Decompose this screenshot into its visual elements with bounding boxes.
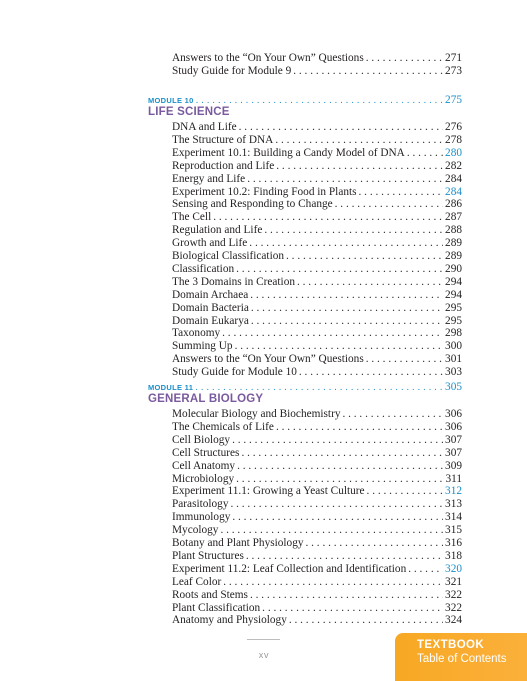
toc-entry-title: Biological Classification bbox=[172, 250, 285, 262]
toc-entry[interactable] bbox=[172, 65, 462, 78]
toc-entry-title: Study Guide for Module 10 bbox=[172, 366, 297, 379]
toc-entry[interactable] bbox=[172, 353, 462, 366]
toc-entry-page: 315 bbox=[445, 524, 462, 537]
dot-leader bbox=[264, 224, 443, 236]
dot-leader bbox=[220, 524, 443, 536]
toc-entry-title: Growth and Life bbox=[172, 237, 248, 250]
dot-leader bbox=[299, 366, 443, 378]
toc-entry-page: 284 bbox=[445, 172, 462, 185]
toc-entry-title: The 3 Domains in Creation bbox=[172, 275, 295, 288]
toc-entry[interactable] bbox=[172, 327, 462, 340]
textbook-toc-tab[interactable] bbox=[395, 633, 527, 681]
module-title-10: LIFE SCIENCE bbox=[148, 106, 230, 118]
toc-entry-title: Answers to the “On Your Own” Questions bbox=[172, 52, 364, 64]
page-number: xv bbox=[258, 650, 270, 660]
dot-leader bbox=[246, 550, 443, 562]
dot-leader bbox=[335, 198, 443, 210]
toc-entry-page: 298 bbox=[445, 327, 462, 340]
toc-entry-page: 289 bbox=[445, 237, 462, 250]
toc-entry-title: Classification bbox=[172, 262, 235, 275]
dot-leader bbox=[306, 537, 444, 549]
toc-entry-page: 320 bbox=[445, 562, 462, 575]
toc-entry-title: Microbiology bbox=[172, 472, 235, 485]
toc-entry-page: 312 bbox=[445, 485, 462, 498]
toc-entry-title: Answers to the “On Your Own” Questions bbox=[172, 353, 364, 366]
toc-entry-page: 287 bbox=[445, 211, 462, 224]
dot-leader bbox=[366, 52, 443, 64]
toc-entry-title: Plant Classification bbox=[172, 601, 261, 614]
toc-entry-title: Taxonomy bbox=[172, 327, 221, 340]
toc-entry-title: Mycology bbox=[172, 524, 219, 537]
toc-entry[interactable] bbox=[172, 498, 462, 511]
toc-entry-page: 284 bbox=[445, 185, 462, 198]
toc-entry[interactable] bbox=[172, 460, 462, 473]
toc-entry[interactable] bbox=[172, 537, 462, 550]
module-page: 275 bbox=[445, 94, 462, 106]
toc-entry-title: Summing Up bbox=[172, 340, 233, 353]
toc-entry-page: 314 bbox=[445, 511, 462, 524]
dot-leader bbox=[232, 434, 443, 446]
toc-entry[interactable] bbox=[172, 315, 462, 328]
toc-entry-page: 280 bbox=[445, 146, 462, 159]
toc-entry-title: Experiment 11.1: Growing a Yeast Culture bbox=[172, 485, 365, 498]
dot-leader bbox=[275, 134, 443, 146]
dot-leader bbox=[230, 498, 443, 510]
toc-entry-title: Anatomy and Physiology bbox=[172, 614, 287, 627]
toc-entry-page: 303 bbox=[445, 366, 462, 379]
toc-entry-title: Reproduction and Life bbox=[172, 159, 275, 172]
toc-entry-title: The Chemicals of Life bbox=[172, 420, 274, 433]
toc-entry[interactable] bbox=[172, 602, 462, 615]
toc-entry-page: 294 bbox=[445, 275, 462, 288]
toc-entry[interactable] bbox=[172, 198, 462, 211]
toc-entry-title: Energy and Life bbox=[172, 172, 246, 185]
module-page: 305 bbox=[445, 381, 462, 393]
dot-leader bbox=[286, 250, 443, 262]
toc-entry-page: 294 bbox=[445, 288, 462, 301]
module-label: MODULE 10 bbox=[148, 96, 194, 105]
toc-entry[interactable] bbox=[172, 434, 462, 447]
toc-entry[interactable] bbox=[172, 473, 462, 486]
toc-entry-page: 295 bbox=[445, 301, 462, 314]
toc-entry[interactable] bbox=[172, 263, 462, 276]
toc-entry[interactable] bbox=[172, 340, 462, 353]
toc-entry-page: 300 bbox=[445, 340, 462, 353]
toc-entry-title: Roots and Stems bbox=[172, 588, 248, 601]
toc-entry-page: 276 bbox=[445, 121, 462, 133]
toc-entry-title: The Structure of DNA bbox=[172, 133, 274, 146]
toc-entry-page: 295 bbox=[445, 314, 462, 327]
toc-entry[interactable] bbox=[172, 524, 462, 537]
dot-leader bbox=[289, 614, 443, 626]
toc-entry-page: 286 bbox=[445, 198, 462, 211]
toc-entry[interactable] bbox=[172, 408, 462, 421]
toc-entry[interactable] bbox=[172, 186, 462, 199]
dot-leader bbox=[236, 473, 443, 485]
toc-entry-page: 273 bbox=[445, 65, 462, 77]
toc-entry[interactable] bbox=[172, 289, 462, 302]
dot-leader bbox=[408, 563, 443, 575]
toc-entry-title: Parasitology bbox=[172, 498, 229, 511]
dot-leader bbox=[236, 263, 443, 275]
dot-leader bbox=[235, 340, 443, 352]
module-label: MODULE 11 bbox=[148, 383, 194, 392]
toc-entry[interactable] bbox=[172, 237, 462, 250]
toc-entry-page: 290 bbox=[445, 262, 462, 275]
toc-entry-title: Cell Biology bbox=[172, 433, 231, 446]
dot-leader bbox=[250, 289, 443, 301]
toc-entry-title: Cell Structures bbox=[172, 446, 240, 459]
dot-leader bbox=[195, 382, 443, 393]
toc-entry-title: Regulation and Life bbox=[172, 224, 263, 237]
dot-leader bbox=[276, 160, 443, 172]
toc-entry-title: Experiment 10.2: Finding Food in Plants bbox=[172, 185, 357, 198]
toc-entry-title: Domain Archaea bbox=[172, 288, 249, 301]
toc-entry-page: 306 bbox=[445, 420, 462, 433]
toc-entry[interactable] bbox=[172, 302, 462, 315]
toc-entry-page: 282 bbox=[445, 159, 462, 172]
dot-leader bbox=[239, 121, 443, 133]
footer-divider bbox=[247, 639, 280, 640]
toc-entry[interactable] bbox=[172, 250, 462, 263]
dot-leader bbox=[367, 485, 444, 497]
toc-entry-title: Cell Anatomy bbox=[172, 459, 236, 472]
dot-leader bbox=[359, 186, 444, 198]
toc-entry-page: 322 bbox=[445, 601, 462, 614]
toc-entry-title: Sensing and Responding to Change bbox=[172, 198, 333, 211]
toc-entry[interactable] bbox=[172, 614, 462, 627]
toc-entry[interactable] bbox=[172, 160, 462, 173]
toc-entry-page: 307 bbox=[445, 446, 462, 459]
toc-entry-page: 313 bbox=[445, 498, 462, 511]
toc-entry[interactable] bbox=[172, 211, 462, 224]
dot-leader bbox=[241, 447, 443, 459]
dot-leader bbox=[249, 237, 443, 249]
toc-entry[interactable] bbox=[172, 276, 462, 289]
toc-entry-page: 318 bbox=[445, 549, 462, 562]
dot-leader bbox=[222, 327, 443, 339]
toc-entry-page: 288 bbox=[445, 224, 462, 237]
toc-entry-title: Experiment 10.1: Building a Candy Model of DNA bbox=[172, 146, 405, 159]
toc-entry-page: 289 bbox=[445, 250, 462, 262]
toc-entry[interactable] bbox=[172, 589, 462, 602]
dot-leader bbox=[262, 602, 443, 614]
dot-leader bbox=[237, 460, 443, 472]
module-header-10[interactable] bbox=[148, 94, 462, 106]
toc-entry-title: Botany and Plant Physiology bbox=[172, 537, 304, 549]
toc-entry-page: 321 bbox=[445, 575, 462, 588]
dot-leader bbox=[251, 315, 443, 327]
toc-entry-title: Plant Structures bbox=[172, 549, 244, 562]
toc-entry-title: Domain Eukarya bbox=[172, 314, 249, 327]
toc-entry[interactable] bbox=[172, 511, 462, 524]
toc-entry-title: The Cell bbox=[172, 211, 212, 224]
toc-entry[interactable] bbox=[172, 576, 462, 589]
toc-entry[interactable] bbox=[172, 550, 462, 563]
dot-leader bbox=[407, 147, 443, 159]
toc-entry[interactable] bbox=[172, 563, 462, 576]
toc-entry-title: Leaf Color bbox=[172, 575, 222, 588]
toc-entry-title: Study Guide for Module 9 bbox=[172, 65, 292, 77]
dot-leader bbox=[213, 211, 443, 223]
dot-leader bbox=[223, 576, 443, 588]
dot-leader bbox=[366, 353, 443, 365]
toc-entry-page: 311 bbox=[445, 472, 462, 485]
toc-entry-page: 278 bbox=[445, 133, 462, 146]
toc-entry-page: 324 bbox=[445, 614, 462, 627]
dot-leader bbox=[276, 421, 443, 433]
tab-label-line2: Table of Contents bbox=[417, 653, 507, 665]
toc-entry[interactable] bbox=[172, 224, 462, 237]
module-header-11[interactable] bbox=[148, 381, 462, 393]
dot-leader bbox=[251, 302, 443, 314]
toc-entry-title: Domain Bacteria bbox=[172, 301, 249, 314]
toc-entry[interactable] bbox=[172, 485, 462, 498]
toc-entry-page: 301 bbox=[445, 353, 462, 366]
toc-entry[interactable] bbox=[172, 134, 462, 147]
toc-entry[interactable] bbox=[172, 366, 462, 379]
toc-entry-page: 307 bbox=[445, 433, 462, 446]
toc-entry[interactable] bbox=[172, 121, 462, 134]
toc-entry-page: 322 bbox=[445, 588, 462, 601]
toc-entry[interactable] bbox=[172, 52, 462, 65]
toc-entry-title: DNA and Life bbox=[172, 121, 237, 133]
toc-entry[interactable] bbox=[172, 447, 462, 460]
toc-entry[interactable] bbox=[172, 173, 462, 186]
toc-entry-title: Immunology bbox=[172, 511, 231, 524]
dot-leader bbox=[293, 65, 443, 77]
toc-entry[interactable] bbox=[172, 147, 462, 160]
dot-leader bbox=[250, 589, 443, 601]
dot-leader bbox=[342, 408, 443, 420]
toc-entry-title: Molecular Biology and Biochemistry bbox=[172, 408, 341, 420]
dot-leader bbox=[297, 276, 443, 288]
toc-entry-page: 271 bbox=[445, 52, 462, 64]
dot-leader bbox=[232, 511, 443, 523]
dot-leader bbox=[247, 173, 443, 185]
dot-leader bbox=[196, 95, 443, 106]
toc-entry-page: 309 bbox=[445, 459, 462, 472]
toc-entry-page: 306 bbox=[445, 408, 462, 420]
module-title-11: GENERAL BIOLOGY bbox=[148, 393, 264, 405]
toc-entry[interactable] bbox=[172, 421, 462, 434]
toc-entry-title: Experiment 11.2: Leaf Collection and Identification bbox=[172, 562, 407, 575]
toc-entry-page: 316 bbox=[445, 537, 462, 549]
tab-label-line1: TEXTBOOK bbox=[417, 639, 485, 651]
